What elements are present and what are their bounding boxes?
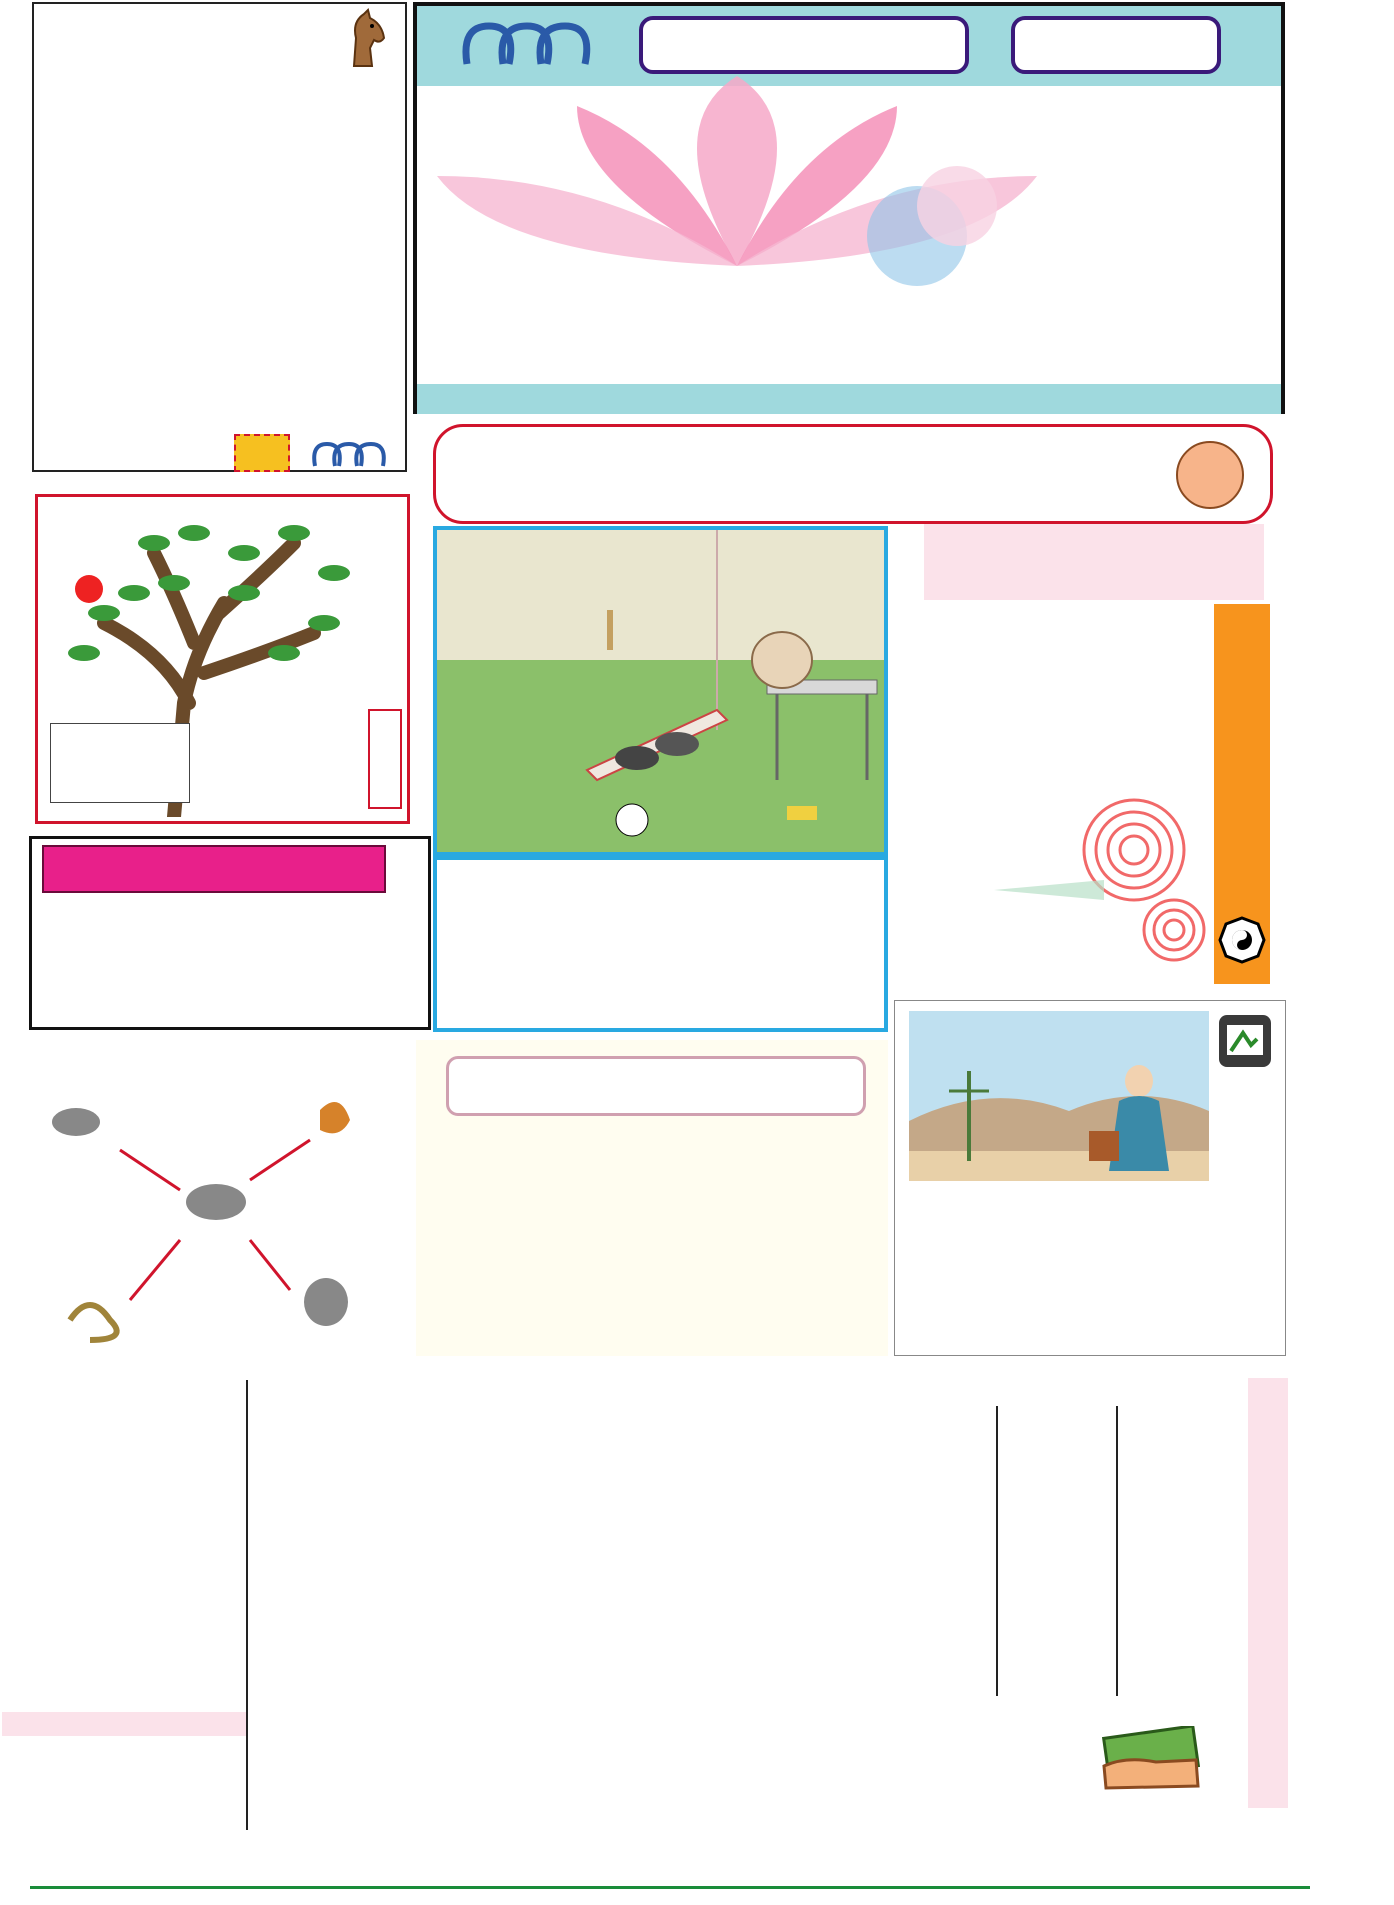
- horse-icon: [334, 8, 394, 68]
- horseshoe-logo-masthead: [457, 20, 597, 70]
- special-ball: [1176, 441, 1244, 509]
- clue-picture: [909, 1011, 1209, 1181]
- bottom-line: [30, 1886, 1310, 1889]
- fengshui-box: [924, 600, 1274, 986]
- barcode: [76, 1872, 166, 1902]
- clue-icon: [1215, 1011, 1275, 1071]
- zodiac-diagram: [30, 1070, 380, 1360]
- tree-note: [50, 723, 190, 803]
- horseshoe-logo: [309, 440, 389, 470]
- poem-banner: [42, 845, 386, 893]
- money-icon: [1096, 1726, 1206, 1792]
- society-column: [1248, 1378, 1288, 1808]
- tree-side-label: [368, 709, 402, 809]
- notice-box: [32, 2, 407, 472]
- verse-block: [477, 251, 669, 381]
- schedule-box: [924, 524, 1264, 600]
- sums-table: [876, 1380, 1246, 1720]
- computer-title-box: [446, 1056, 866, 1116]
- clue-text: [1195, 1081, 1277, 1351]
- money-tree-box: [35, 494, 410, 824]
- results-table: [2, 1380, 872, 1830]
- spiral-graphic: [994, 780, 1214, 980]
- masthead: [413, 2, 1285, 414]
- fengshui-body: [952, 608, 1202, 784]
- bagua-icon: [1218, 916, 1266, 964]
- notice-stamp: [234, 434, 290, 472]
- riddle-box: [433, 856, 888, 1032]
- poem-box: [29, 836, 431, 1030]
- computer-picks: [416, 1040, 888, 1356]
- treasure-clue-box: [894, 1000, 1286, 1356]
- treasure-picture: [433, 526, 888, 856]
- lottery-result: [433, 424, 1273, 524]
